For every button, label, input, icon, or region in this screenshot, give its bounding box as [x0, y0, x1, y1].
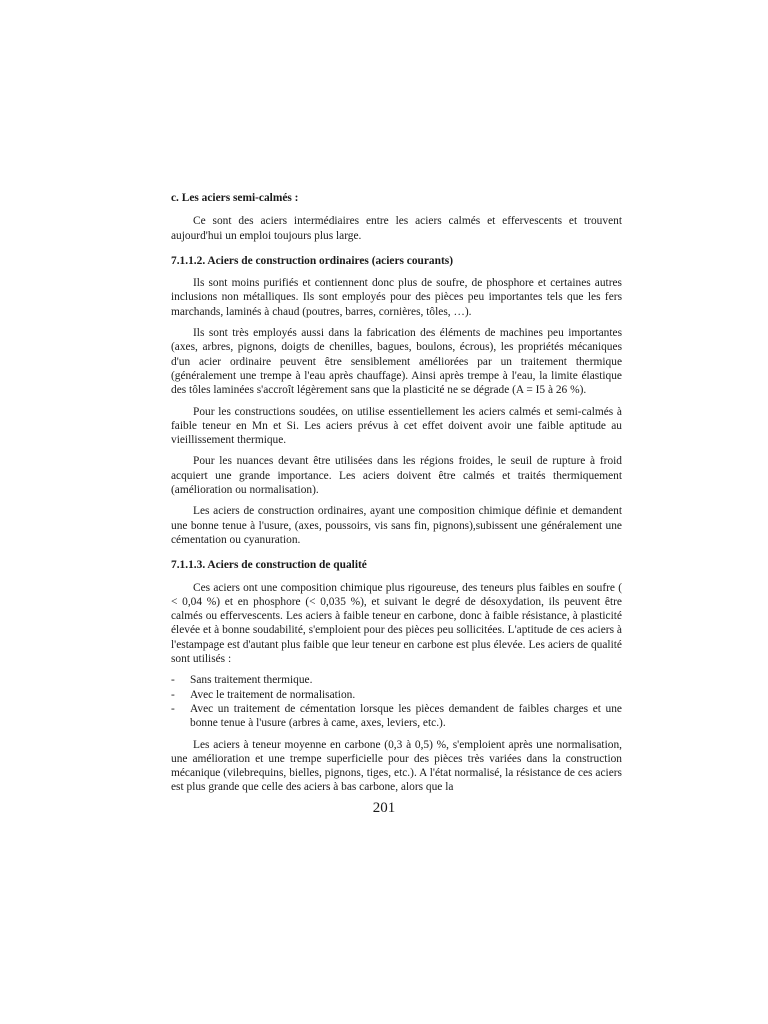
usage-list	[171, 673, 622, 730]
list-item-text: Avec le traitement de normalisation.	[190, 688, 356, 701]
page-number: 201	[372, 800, 396, 816]
paragraph-semi-calmes: Ce sont des aciers intermédiaires entre les aciers calmés et effervescents et trouvent aujourd'hui un emploi toujours plus large.	[171, 215, 622, 242]
list-dash-marker: -	[171, 674, 175, 687]
paragraph-7-1-1-2-1: Ils sont moins purifiés et contiennent donc plus de soufre, de phosphore et certaines autres inclusions non métalliques. Ils sont employés pour des pièces peu importantes tels que les fers marchands, laminés à chaud (poutres, barres, cornières, tôles, …).	[171, 277, 622, 318]
list-dash-marker: -	[171, 702, 175, 715]
document-page	[171, 191, 622, 802]
list-item	[171, 673, 622, 687]
list-item	[171, 688, 622, 702]
section-heading-7-1-1-3: 7.1.1.3. Aciers de construction de qualité	[171, 559, 367, 572]
paragraph-7-1-1-2-2: Ils sont très employés aussi dans la fabrication des éléments de machines peu importantes (axes, arbres, pignons, doigts de chenilles, bagues, boulons, écrous), les propriétés mécaniques d'un acier ordinaire peuvent être sensiblement améliorées par un traitement thermique (généralement une trempe à l'eau après chauffage). Ainsi après trempe à l'eau, la limite élastique des tôles laminées s'accroît légèrement sans que la plasticité ne se dégrade (A = I5 à 26 %).	[171, 327, 622, 397]
paragraph-7-1-1-3-intro: Ces aciers ont une composition chimique plus rigoureuse, des teneurs plus faibles en soufre ( < 0,04 %) et en phosphore (< 0,035 %), et suivant le degré de désoxydation, ils peuvent être calmés ou effervescents. Les aciers à faible teneur en carbone, donc à faible résistance, à plasticité élevée et à bonne soudabilité, s'emploient pour des pièces peu sollicitées. L'aptitude de ces aciers à l'estampage est d'autant plus faible que leur teneur en carbone est plus élevée. Les aciers de qualité sont utilisés :	[171, 581, 622, 666]
list-dash-marker: -	[171, 688, 175, 701]
list-item	[171, 702, 622, 731]
section-heading-semi-calmes: c. Les aciers semi-calmés :	[171, 192, 299, 204]
paragraph-7-1-1-3-end: Les aciers à teneur moyenne en carbone (0,3 à 0,5) %, s'emploient après une normalisation, une amélioration et une trempe superficielle pour des pièces très variées dans la construction mécanique (vilebrequins, bielles, pignons, tiges, etc.). A l'état normalisé, la résistance de ces aciers est plus grande que celle des aciers à bas carbone, alors que la	[171, 738, 622, 794]
paragraph-7-1-1-2-3: Pour les constructions soudées, on utilise essentiellement les aciers calmés et semi-calmés à faible teneur en Mn et Si. Les aciers prévus à cet effet doivent avoir une faible aptitude au vieillissement thermique.	[171, 405, 622, 447]
list-item-text: Avec un traitement de cémentation lorsque les pièces demandent de faibles charges et une bonne tenue à l'usure (arbres à came, axes, leviers, etc.).	[190, 702, 622, 730]
section-heading-7-1-1-2: 7.1.1.2. Aciers de construction ordinaires (aciers courants)	[171, 254, 453, 267]
list-item-text: Sans traitement thermique.	[190, 674, 313, 687]
paragraph-7-1-1-2-4: Pour les nuances devant être utilisées dans les régions froides, le seuil de rupture à froid acquiert une grande importance. Les aciers doivent être calmés et traités thermiquement (amélioration ou normalisation).	[171, 455, 622, 497]
paragraph-7-1-1-2-5: Les aciers de construction ordinaires, ayant une composition chimique définie et demandent une bonne tenue à l'usure, (axes, poussoirs, vis sans fin, pignons),subissent une généralement une cémentation ou cyanuration.	[171, 505, 622, 546]
